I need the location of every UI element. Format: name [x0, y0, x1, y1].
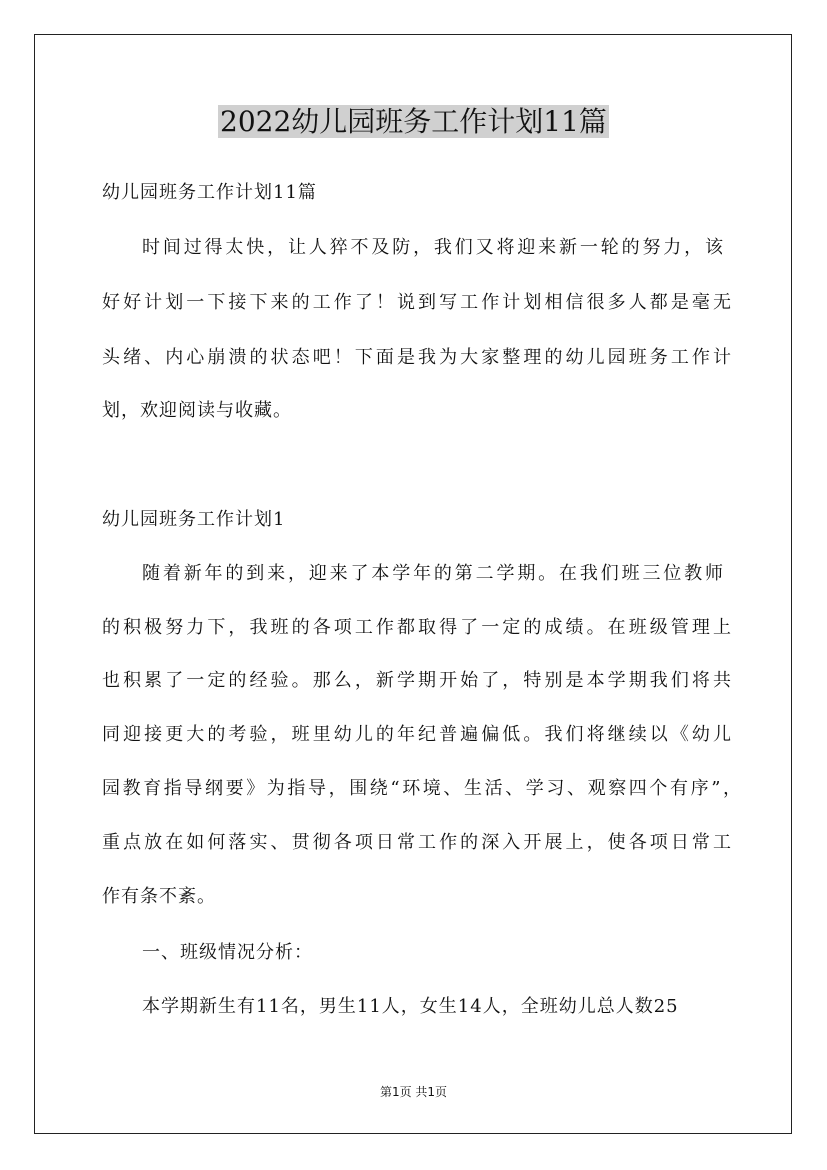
- document-title: [0, 102, 827, 142]
- section-heading: 幼儿园班务工作计划1: [102, 509, 286, 530]
- intro-line-4: 划，欢迎阅读与收藏。: [102, 400, 292, 421]
- body-line-1: 随着新年的到来，迎来了本学年的第二学期。在我们班三位教师: [142, 563, 724, 584]
- intro-line-1: 时间过得太快，让人猝不及防，我们又将迎来新一轮的努力，该: [142, 237, 724, 258]
- last-line: 本学期新生有11名，男生11人，女生14人，全班幼儿总人数25: [142, 996, 679, 1017]
- subtitle: 幼儿园班务工作计划11篇: [102, 182, 317, 203]
- body-line-3: 也积累了一定的经验。那么，新学期开始了，特别是本学期我们将共: [102, 670, 732, 691]
- intro-line-2: 好好计划一下接下来的工作了！说到写工作计划相信很多人都是毫无: [102, 292, 732, 313]
- document-title-text: 2022幼儿园班务工作计划11篇: [220, 105, 607, 138]
- body-line-6: 重点放在如何落实、贯彻各项日常工作的深入开展上，使各项日常工: [102, 832, 732, 853]
- page-footer: 第1页 共1页: [379, 1085, 448, 1099]
- intro-line-3: 头绪、内心崩溃的状态吧！下面是我为大家整理的幼儿园班务工作计: [102, 347, 732, 368]
- subheading: 一、班级情况分析：: [142, 942, 313, 963]
- body-line-2: 的积极努力下，我班的各项工作都取得了一定的成绩。在班级管理上: [102, 617, 732, 638]
- body-line-5: 园教育指导纲要》为指导，围绕“环境、生活、学习、观察四个有序”，: [102, 778, 742, 799]
- body-line-4: 同迎接更大的考验，班里幼儿的年纪普遍偏低。我们将继续以《幼儿: [102, 724, 732, 745]
- body-line-7: 作有条不紊。: [102, 886, 216, 907]
